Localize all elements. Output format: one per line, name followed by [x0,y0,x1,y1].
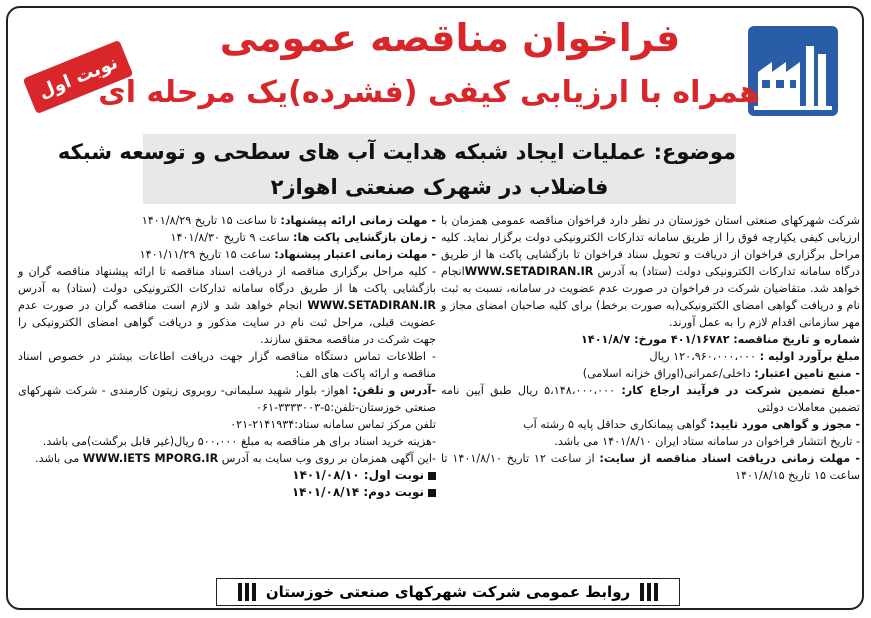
receive-deadline: - مهلت زمانی دریافت اسناد مناقصه از سایت: از ساعت ۱۲ تاریخ ۱۴۰۱/۸/۱۰ تا ساعت ۱۵ تاریخ ۱۴۰۱/۸/۱۵ [441,452,860,482]
contact-info: - اطلاعات تماس دستگاه مناقصه گزار جهت دریافت اطاعات بیشتر در خصوص اسناد مناقصه و ارائه پاکت های الف: [18,350,436,380]
validity-deadline: - مهلت زمانی اعتبار پیشنهاد: ساعت ۱۵ تاریخ ۱۴۰۱/۱۱/۲۹ [139,248,436,261]
setadiran-link: WWW.SETADIRAN.IR [464,265,594,278]
turn-1: نوبت اول: ۱۴۰۱/۰۸/۱۰ [18,467,436,484]
right-column [441,212,860,484]
bars-icon [640,583,658,601]
opening-time: - زمان بازگشایی پاکت ها: ساعت ۹ تاریخ ۱۴۰۱/۸/۳۰ [170,231,436,244]
notice-subtitle: همراه با ارزیابی کیفی (فشرده)یک مرحله ای [98,75,760,110]
funding-source: - منبع تامین اعتبار: داخلی/عمرانی(اوراق خزانه اسلامی) [582,367,860,380]
turn-2: نوبت دوم: ۱۴۰۱/۰۸/۱۴ [18,484,436,501]
intro-paragraph: شرکت شهرکهای صنعتی استان خوزستان در نظر دارد فراخوان مناقصه عمومی همزمان با ارزیابی کیفی یکپارچه فوق را از طریق سامانه تدارکات الکترونیکی دولت برگزار نماید. کلیه مراحل برگزاری فراخوان از دریافت و تحویل سناد فراخوان تا بازگشایی پاکت ها از طریق درگاه سامانه تدارکات الکترونیکی دولت (ستاد) به آدرس WWW.SETADIRAN.IRانجام خواهد شد. متقاضیان شرکت در فراخوان در صورت عدم عضویت در سامانه، نسبت به ثبت نام و دریافت گواهی امضای الکترونیکی(به صورت برخط) برای کلیه صاحبان امضای مجاز و مهر سازمانی اقدام لازم را به عمل آورند. [441,214,861,329]
guarantee: -مبلغ تضمین شرکت در فرآیند ارجاع کار: ۵،۱۴۸،۰۰۰،۰۰۰ ریال طبق آیین نامه تضمین معاملات دولتی [441,384,861,414]
subject-line-1: موضوع: عملیات ایجاد شبکه هدایت آب های سطحی و توسعه شبکه [57,140,736,164]
submit-deadline: - مهلت زمانی ارائه پیشنهاد: تا ساعت ۱۵ تاریخ ۱۴۰۱/۸/۲۹ [141,214,436,227]
document-fee: -هزینه خرید اسناد برای هر مناقصه به مبلغ ۵۰۰،۰۰۰ ریال(غیر قابل برگشت)می باشد. [42,435,436,448]
footer-text: روابط عمومی شرکت شهرکهای صنعتی خوزستان [265,583,631,601]
footer-bar [216,578,680,606]
license: - مجوز و گواهی مورد تایید: گواهی پیمانکاری حداقل پایه ۵ رشته آب [523,418,860,431]
bars-icon [238,583,256,601]
left-column [18,212,436,501]
notice-title: فراخوان مناقصه عمومی [219,16,681,60]
center-phone: تلفن مرکز تماس سامانه ستاد:۲۱۴۱۹۳۴-۰۲۱ [230,418,436,431]
website-note: -این آگهی همزمان بر روی وب سایت به آدرس WWW.IETS MPORG.IR می باشد. [35,452,436,465]
steps-paragraph: - کلیه مراحل برگزاری مناقصه از دریافت اسناد مناقصه تا ارائه پیشنهاد مناقصه گران و بازگشایی پاکت ها از طریق درگاه سامانه تدارکات الکترونیکی دولت (ستاد) به آدرس WWW.SETADIRAN.IR انجام خواهد شد و لازم است مناقصه گران در صورت عدم عضویت قبلی، مراحل ثبت نام در سایت مذکور و دریافت گواهی امضای الکترونیکی را جهت شرکت در مناقصه محقق سازند. [18,265,436,346]
subject-line-2: فاضلاب در شهرک صنعتی اهواز۲ [270,175,609,199]
publish-date: - تاریخ انتشار فراخوان در سامانه ستاد ایران ۱۴۰۱/۸/۱۰ می باشد. [554,435,860,448]
iets-link: WWW.IETS MPORG.IR [82,452,219,465]
square-bullet-icon [428,472,436,480]
first-turn-badge: نوبت اول [23,40,134,114]
tender-number: شماره و تاریخ مناقصه: ۴۰۱/۱۶۷۸۲ مورخ: ۱۴۰۱/۸/۷ [581,333,860,346]
address: -آدرس و تلفن: اهواز- بلوار شهید سلیمانی- روبروی زیتون کارمندی - شرکت شهرکهای صنعتی خوزستان-تلفن:۵-۳۳۳۳۰۰۳-۰۶۱ [18,384,436,414]
estimate: مبلغ برآورد اولیه : ۱۲۰،۹۶۰،۰۰۰،۰۰۰ ریال [649,350,860,363]
setadiran-link-2: WWW.SETADIRAN.IR [307,299,436,312]
square-bullet-icon [428,489,436,497]
